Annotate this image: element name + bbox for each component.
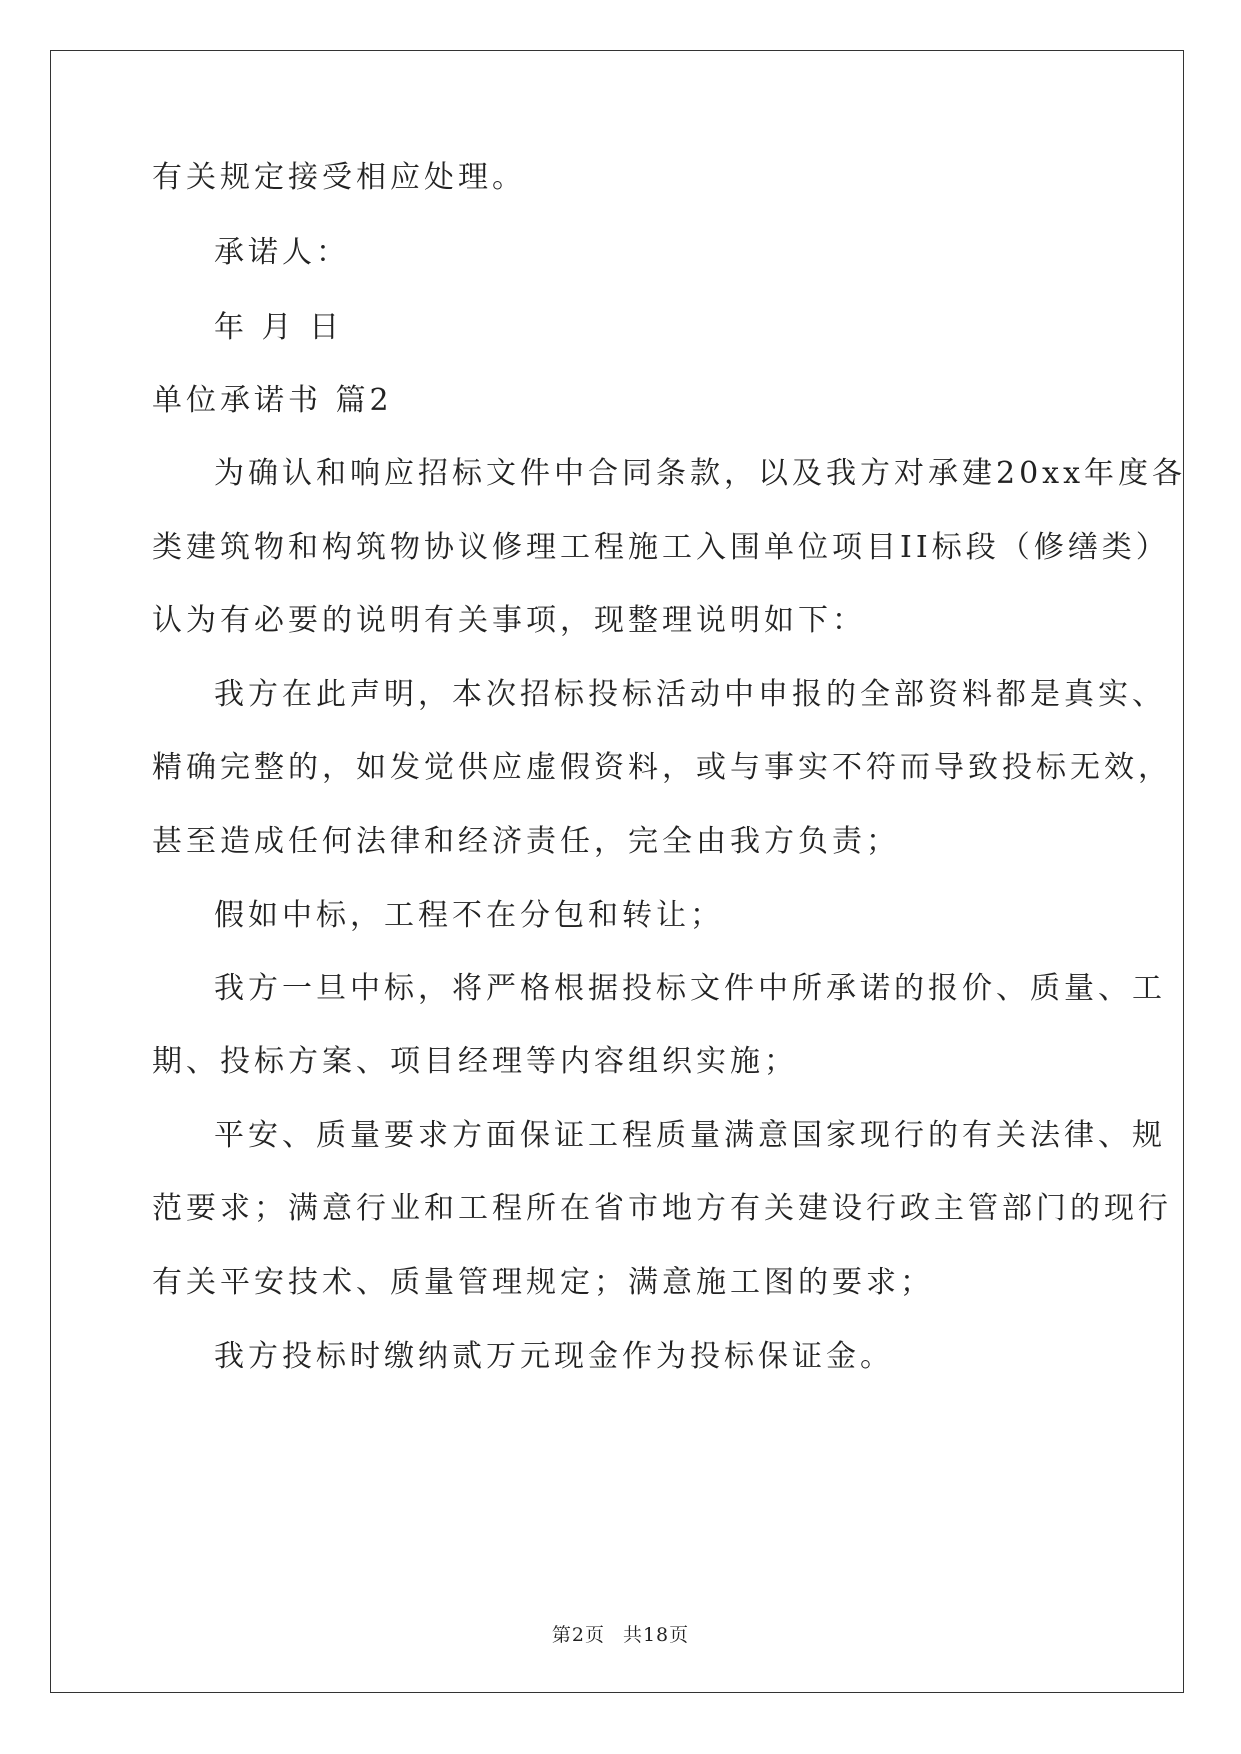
signatory-label: 承诺人： xyxy=(214,235,350,270)
date-line: 年 月 日 xyxy=(214,310,344,345)
paragraph-line: 有关规定接受相应处理。 xyxy=(152,160,526,195)
paragraph-line: 类建筑物和构筑物协议修理工程施工入围单位项目II标段（修缮类） xyxy=(152,530,1170,565)
paragraph-line: 甚至造成任何法律和经济责任，完全由我方负责； xyxy=(152,824,900,859)
paragraph-line: 范要求；满意行业和工程所在省市地方有关建设行政主管部门的现行 xyxy=(152,1191,1172,1226)
paragraph-line: 为确认和响应招标文件中合同条款，以及我方对承建20xx年度各 xyxy=(214,456,1187,491)
section-heading: 单位承诺书 篇2 xyxy=(152,383,393,418)
page-number: 第2页 xyxy=(551,1624,605,1646)
paragraph-line: 有关平安技术、质量管理规定；满意施工图的要求； xyxy=(152,1265,934,1300)
paragraph-line: 假如中标，工程不在分包和转让； xyxy=(214,898,724,933)
page-border xyxy=(50,50,1187,1693)
paragraph-line: 精确完整的，如发觉供应虚假资料，或与事实不符而导致投标无效， xyxy=(152,750,1172,785)
paragraph-line: 平安、质量要求方面保证工程质量满意国家现行的有关法律、规 xyxy=(214,1118,1166,1153)
paragraph-line: 认为有必要的说明有关事项，现整理说明如下： xyxy=(152,603,866,638)
paragraph-line: 我方在此声明，本次招标投标活动中申报的全部资料都是真实、 xyxy=(214,677,1166,712)
paragraph-line: 我方投标时缴纳贰万元现金作为投标保证金。 xyxy=(214,1339,894,1374)
page-footer xyxy=(0,1620,1241,1647)
page-total: 共18页 xyxy=(622,1624,690,1646)
paragraph-line: 我方一旦中标，将严格根据投标文件中所承诺的报价、质量、工 xyxy=(214,971,1166,1006)
paragraph-line: 期、投标方案、项目经理等内容组织实施； xyxy=(152,1044,798,1079)
